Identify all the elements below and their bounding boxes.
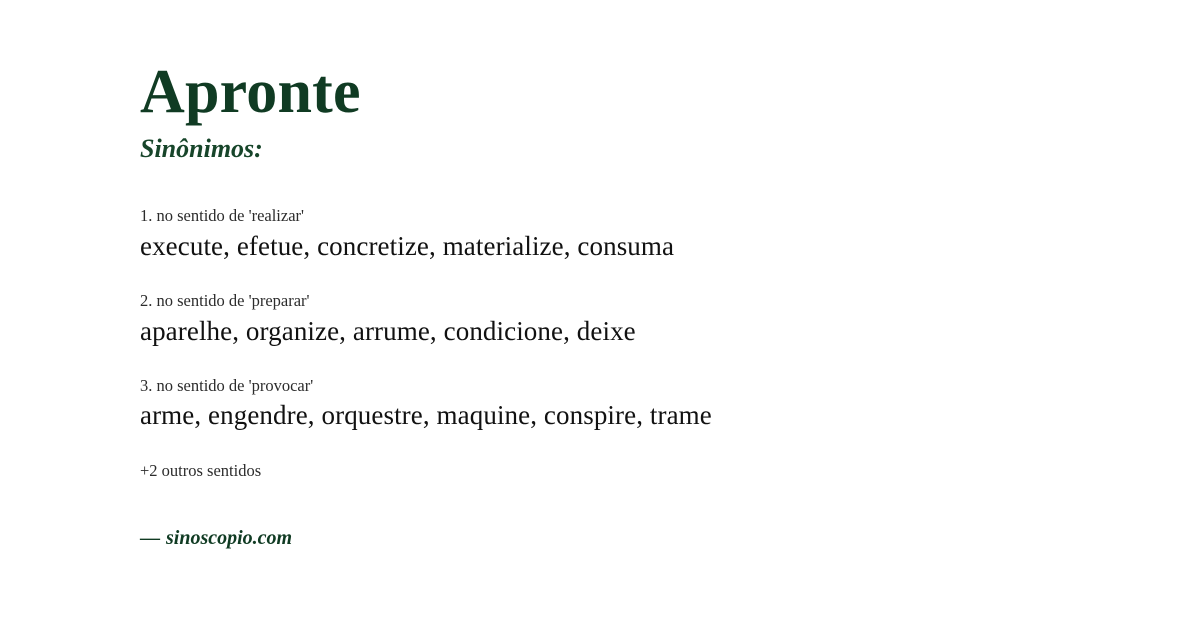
list-item [140, 291, 1060, 349]
section-subtitle: Sinônimos: [140, 134, 263, 164]
sense-synonyms: arme, engendre, orquestre, maquine, conspire, trame [140, 400, 712, 431]
page-title: Apronte [140, 58, 361, 126]
em-dash-glyph: — [140, 527, 160, 550]
sense-synonyms: aparelhe, organize, arrume, condicione, deixe [140, 315, 636, 346]
more-senses-note: +2 outros sentidos [140, 461, 262, 481]
sense-label: 2. no sentido de 'preparar' [140, 291, 310, 310]
source-attribution [140, 527, 1060, 550]
list-item [140, 206, 1060, 264]
source-name: sinoscopio.com [166, 527, 293, 550]
list-item [140, 376, 1060, 434]
synonym-sense-list [140, 206, 1060, 433]
sense-label: 3. no sentido de 'provocar' [140, 375, 314, 395]
sense-synonyms: execute, efetue, concretize, materialize, consuma [140, 230, 675, 261]
sense-label: 1. no sentido de 'realizar' [140, 206, 305, 226]
